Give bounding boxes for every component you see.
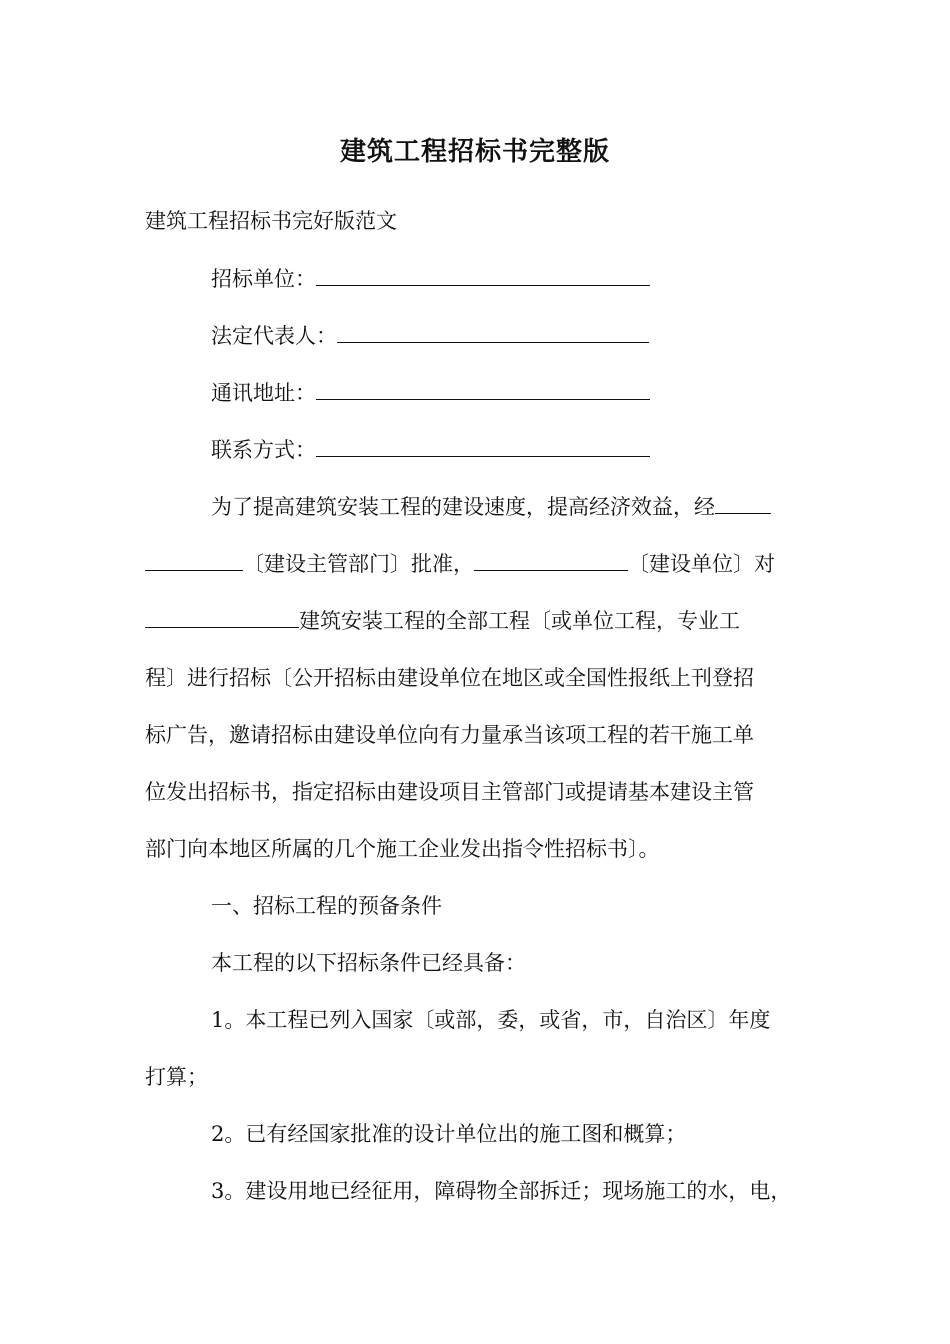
fill-in-blank — [316, 263, 650, 286]
fill-in-blank — [316, 377, 650, 400]
field-label: 招标单位： — [211, 267, 316, 291]
document-subtitle: 建筑工程招标书完好版范文 — [145, 209, 397, 233]
paragraph-line: 标广告，邀请招标由建设单位向有力量承当该项工程的若干施工单 — [145, 723, 754, 747]
paragraph-line: 部门向本地区所属的几个施工企业发出指令性招标书〕。 — [145, 837, 660, 861]
paragraph-text: 〔建设单位〕对 — [628, 552, 775, 576]
paragraph-text: 〔建设主管部门〕批准， — [243, 552, 474, 576]
condition-item-1-cont: 打算； — [145, 1065, 208, 1089]
condition-item-2: 2。已有经国家批准的设计单位出的施工图和概算； — [211, 1122, 687, 1146]
fill-in-blank — [316, 434, 650, 457]
paragraph-line: 位发出招标书，指定招标由建设项目主管部门或提请基本建设主管 — [145, 780, 754, 804]
field-label: 法定代表人： — [211, 324, 337, 348]
field-label: 联系方式： — [211, 438, 316, 462]
paragraph-text: 建筑安装工程的全部工程〔或单位工程，专业工 — [299, 609, 740, 633]
paragraph-line — [145, 604, 740, 638]
fill-in-blank — [474, 548, 628, 571]
fill-in-blank — [715, 491, 771, 514]
field-label: 通讯地址： — [211, 381, 316, 405]
document-title: 建筑工程招标书完整版 — [339, 137, 610, 167]
fill-in-blank — [145, 548, 243, 571]
paragraph-line — [145, 547, 775, 581]
paragraph-text: 为了提高建筑安装工程的建设速度，提高经济效益，经 — [211, 495, 715, 519]
section-heading: 一、招标工程的预备条件 — [211, 894, 442, 918]
fill-in-blank — [145, 605, 299, 628]
condition-item-1: 1。本工程已列入国家〔或部，委，或省，市，自治区〕年度 — [211, 1008, 771, 1032]
condition-item-3: 3。建设用地已经征用，障碍物全部拆迁；现场施工的水，电， — [211, 1179, 792, 1203]
paragraph-line — [211, 490, 771, 524]
conditions-intro: 本工程的以下招标条件已经具备： — [211, 951, 526, 975]
field-contact — [211, 433, 650, 467]
field-address — [211, 376, 650, 410]
fill-in-blank — [337, 320, 649, 343]
paragraph-line: 程〕进行招标〔公开招标由建设单位在地区或全国性报纸上刊登招 — [145, 666, 754, 690]
field-tenderer — [211, 262, 650, 296]
field-legal-representative — [211, 319, 649, 353]
